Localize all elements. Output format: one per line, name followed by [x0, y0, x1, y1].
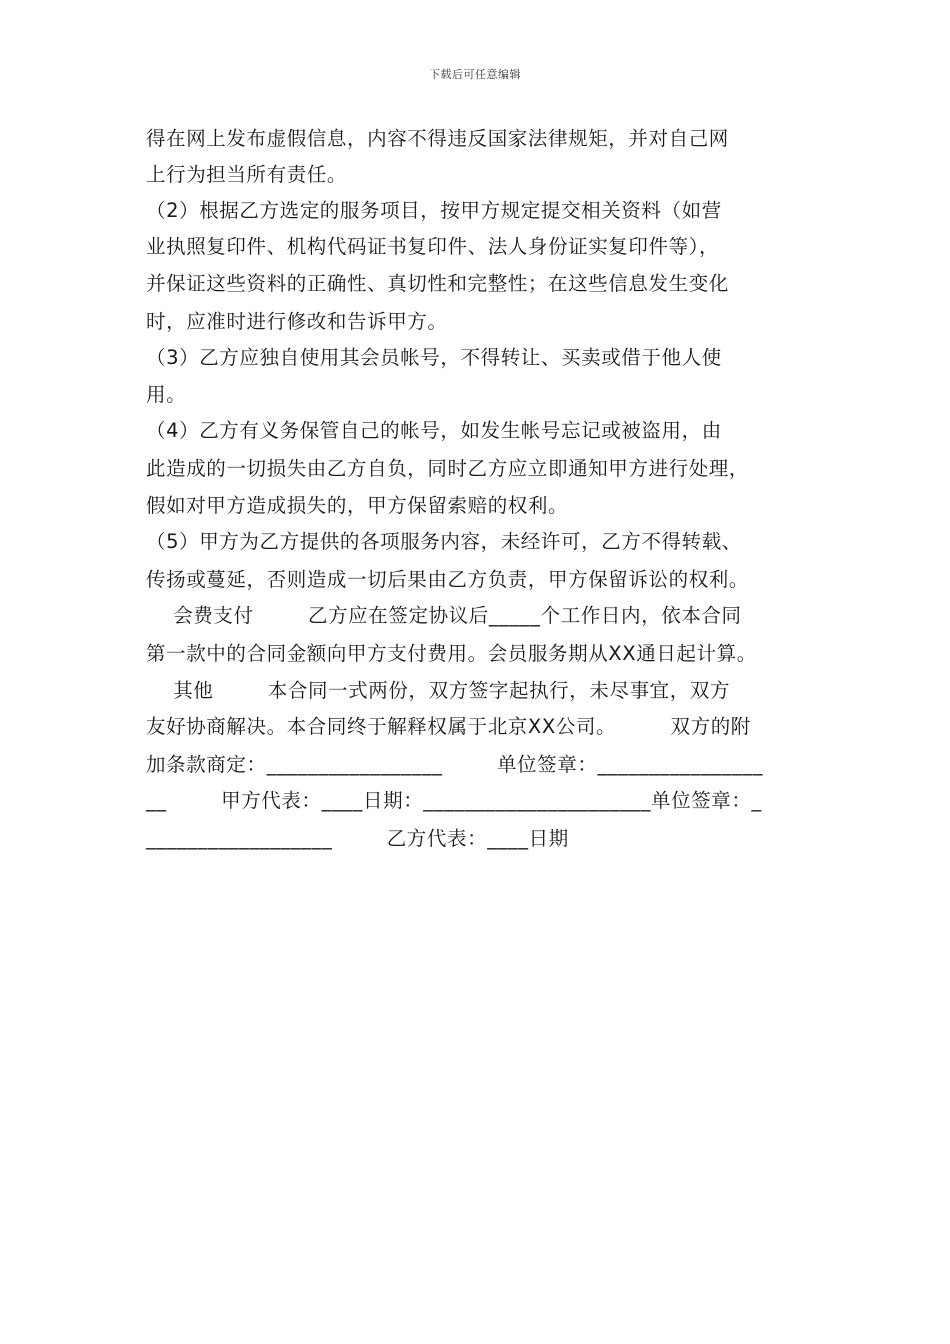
- body-line: __ 甲方代表：____日期：______________________单位签章：_: [146, 789, 762, 812]
- body-line: （4）乙方有义务保管自己的帐号，如发生帐号忘记或被盗用，由: [146, 419, 722, 442]
- body-line: 业执照复印件、机构代码证书复印件、法人身份证实复印件等），: [146, 235, 720, 258]
- body-line: 时，应准时进行修改和告诉甲方。: [146, 310, 448, 333]
- body-line: 得在网上发布虚假信息，内容不得违反国家法律规矩，并对自己网: [146, 127, 729, 150]
- body-line: 其他 本合同一式两份，双方签字起执行，未尽事宜，双方: [146, 679, 731, 702]
- body-line: __________________ 乙方代表：____日期: [146, 827, 569, 850]
- body-line: （2）根据乙方选定的服务项目，按甲方规定提交相关资料（如营: [146, 199, 722, 222]
- body-line: （5）甲方为乙方提供的各项服务内容，未经许可，乙方不得转载、: [146, 530, 742, 553]
- body-line: 加条款商定：_________________ 单位签章：________________: [146, 753, 764, 776]
- body-line: 传扬或蔓延，否则造成一切后果由乙方负责，甲方保留诉讼的权利。: [146, 568, 750, 591]
- body-line: 上行为担当所有责任。: [146, 163, 348, 186]
- body-line: 友好协商解决。本合同终于解释权属于北京XX公司。 双方的附: [146, 715, 751, 738]
- page-header: 下载后可任意编辑: [429, 68, 521, 81]
- body-line: 并保证这些资料的正确性、真切性和完整性；在这些信息发生变化: [146, 272, 729, 295]
- body-line: 第一款中的合同金额向甲方支付费用。会员服务期从XX通日起计算。: [146, 642, 757, 665]
- body-line: 会费支付 乙方应在签定协议后_____个工作日内，依本合同: [146, 604, 742, 627]
- body-line: （3）乙方应独自使用其会员帐号，不得转让、买卖或借于他人使: [146, 346, 722, 369]
- body-line: 此造成的一切损失由乙方自负，同时乙方应立即通知甲方进行处理，: [146, 457, 750, 480]
- body-line: 假如对甲方造成损失的，甲方保留索赔的权利。: [146, 494, 569, 517]
- body-line: 用。: [146, 383, 187, 406]
